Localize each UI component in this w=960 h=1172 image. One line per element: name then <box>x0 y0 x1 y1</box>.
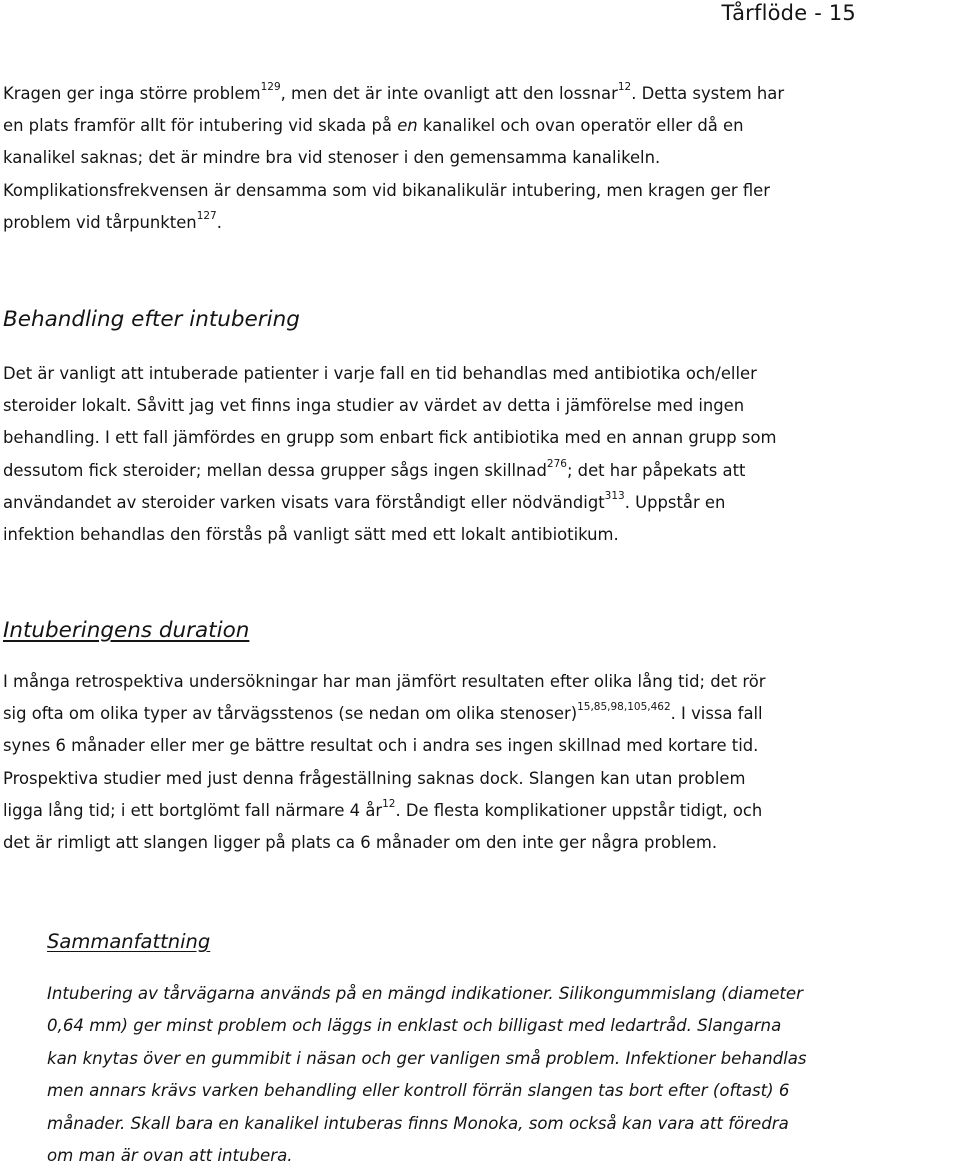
text-line: användandet av steroider varken visats vara förståndigt eller nödvändigt$^{313}$. Uppstår en <box>3 489 726 512</box>
summary-paragraph <box>47 978 807 1172</box>
intro-paragraph <box>3 78 784 239</box>
text-line: kanalikel saknas; det är mindre bra vid stenoser i den gemensamma kanalikeln. <box>3 148 661 168</box>
citation-ref: 313 <box>604 489 625 502</box>
text-line: infektion behandlas den förstås på vanligt sätt med ett lokalt antibiotikum. <box>3 525 619 545</box>
citation-ref: 12 <box>382 797 396 810</box>
text-line: synes 6 månader eller mer ge bättre resultat och i andra ses ingen skillnad med kortare tid. <box>3 736 759 756</box>
citation-ref: 127 <box>196 209 217 222</box>
citation-ref: 129 <box>260 81 281 93</box>
citation-ref: 276 <box>546 457 567 470</box>
text-line: I många retrospektiva undersökningar har man jämfört resultaten efter olika lång tid; det rör <box>3 672 766 691</box>
text-line: sig ofta om olika typer av tårvägsstenos (se nedan om olika stenoser)$^{15,85,98,105,462}$. I vissa fall <box>3 701 763 724</box>
text-line: behandling. I ett fall jämfördes en grupp som enbart fick antibiotika med en annan grupp som <box>3 428 777 448</box>
text-line: det är rimligt att slangen ligger på plats ca 6 månader om den inte ger några problem. <box>3 833 718 853</box>
text-line: men annars krävs varken behandling eller kontroll förrän slangen tas bort efter (oftast) 6 <box>47 1081 790 1101</box>
page-header: Tårflöde - 15 <box>721 1 856 25</box>
text-line: Intubering av tårvägarna används på en mängd indikationer. Silikongummislang (diameter <box>47 984 803 1003</box>
text-line: om man är ovan att intubera. <box>47 1146 293 1166</box>
text-line: kan knytas över en gummibit i näsan och ger vanligen små problem. Infektioner behandlas <box>47 1048 807 1068</box>
text-line: en plats framför allt för intubering vid skada på en kanalikel och ovan operatör eller då en <box>3 116 744 136</box>
text-line: Komplikationsfrekvensen är densamma som vid bikanalikulär intubering, men kragen ger fler <box>3 180 771 200</box>
text-line: dessutom fick steroider; mellan dessa grupper sågs ingen skillnad$^{276}$; det har påpekats att <box>3 457 746 480</box>
section-heading-duration: Intuberingens duration <box>3 618 250 643</box>
text-line: Kragen ger inga större problem$^{129}$, men det är inte ovanligt att den lossnar$^{12}$. Detta system har <box>3 81 785 103</box>
section-heading-behandling: Behandling efter intubering <box>3 307 300 332</box>
text-line: 0,64 mm) ger minst problem och läggs in enklast och billigast med ledartråd. Slangarna <box>47 1016 782 1036</box>
behandling-paragraph <box>3 358 776 551</box>
text-line: steroider lokalt. Såvitt jag vet finns inga studier av värdet av detta i jämförelse med ingen <box>3 396 745 416</box>
text-line: Prospektiva studier med just denna frågeställning saknas dock. Slangen kan utan problem <box>3 768 746 788</box>
citation-ref: 15,85,98,105,462 <box>577 701 671 714</box>
emphasis: en <box>397 116 418 136</box>
text-line: Det är vanligt att intuberade patienter i varje fall en tid behandlas med antibiotika och/eller <box>3 364 757 383</box>
citation-ref: 12 <box>617 81 632 93</box>
duration-paragraph <box>3 666 766 859</box>
text-line: månader. Skall bara en kanalikel intuberas finns Monoka, som också kan vara att föredra <box>47 1113 789 1133</box>
section-heading-summary: Sammanfattning <box>47 930 211 953</box>
text-line: ligga lång tid; i ett bortglömt fall närmare 4 $år^{12}$. De flesta komplikationer uppstår tidigt, och <box>3 797 763 820</box>
text-line: problem vid tårpunkten$^{127}$. <box>3 209 222 232</box>
